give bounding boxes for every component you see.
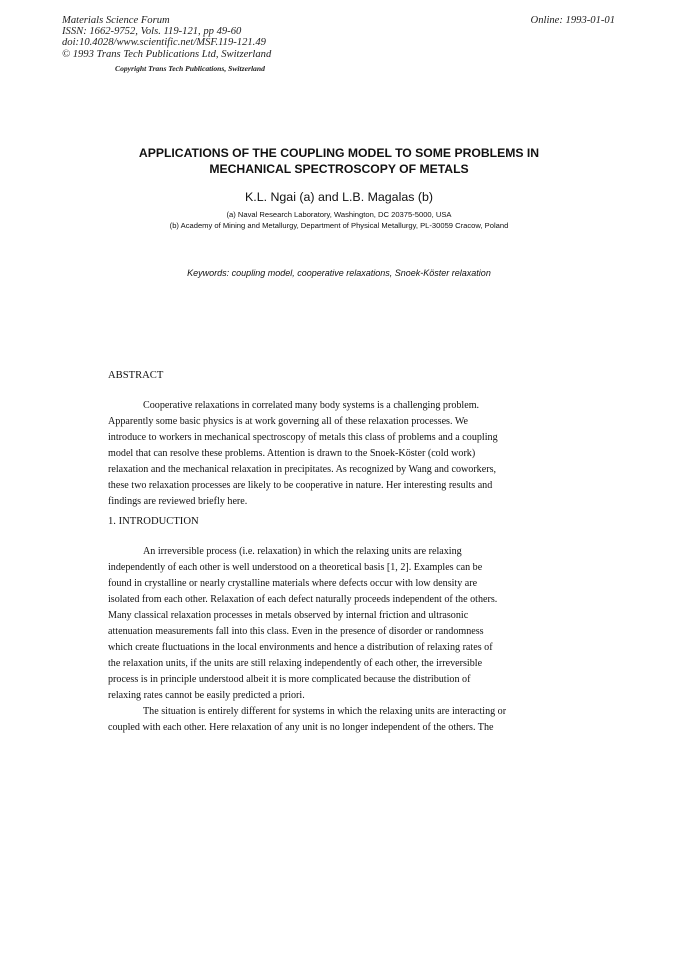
introduction-heading: 1. INTRODUCTION: [108, 516, 199, 527]
intro-line: which create fluctuations in the local environments and hence a distribution of relaxing rates of: [108, 642, 493, 653]
journal-name: Materials Science Forum: [62, 15, 170, 26]
copyright-stamp: Copyright Trans Tech Publications, Switzerland: [115, 64, 265, 73]
title-line-2: MECHANICAL SPECTROSCOPY OF METALS: [209, 162, 469, 176]
doi-line: doi:10.4028/www.scientific.net/MSF.119-121.49: [62, 37, 266, 49]
abstract-line: introduce to workers in mechanical spectroscopy of metals this class of problems and a coupling: [108, 432, 498, 443]
journal-meta: [62, 15, 271, 60]
intro-line: coupled with each other. Here relaxation of any unit is no longer independent of the others. The: [108, 722, 494, 733]
intro-line: An irreversible process (i.e. relaxation) in which the relaxing units are relaxing: [143, 546, 462, 557]
intro-line: the relaxation units, if the units are still relaxing independently of each other, the irreversible: [108, 658, 483, 669]
intro-line: isolated from each other. Relaxation of each defect naturally proceeds independent of the others.: [108, 594, 498, 605]
intro-line: found in crystalline or nearly crystalline materials where defects occur with low density are: [108, 578, 478, 589]
abstract-line: model that can resolve these problems. Attention is drawn to the Snoek-Köster (cold work): [108, 448, 476, 459]
affiliation-b: (b) Academy of Mining and Metallurgy, Department of Physical Metallurgy, PL-30059 Cracow, Poland: [169, 221, 509, 230]
publisher-line: © 1993 Trans Tech Publications Ltd, Switzerland: [62, 48, 272, 60]
intro-line: Many classical relaxation processes in metals observed by internal friction and ultrasonic: [108, 610, 469, 621]
intro-line: relaxing rates cannot be easily predicted a priori.: [108, 690, 305, 701]
abstract-line: findings are reviewed briefly here.: [108, 496, 248, 507]
paper-title: [0, 145, 678, 177]
intro-line: attenuation measurements fall into this class. Even in the presence of disorder or randomness: [108, 626, 484, 637]
intro-line: independently of each other is well understood on a theoretical basis [1, 2]. Examples can be: [108, 562, 483, 573]
abstract-line: Apparently some basic physics is at work governing all of these relaxation processes. We: [108, 416, 469, 427]
affiliation-a: (a) Naval Research Laboratory, Washington, DC 20375-5000, USA: [226, 210, 452, 219]
abstract-line: these two relaxation processes are likely to be cooperative in nature. Her interesting results and: [108, 480, 493, 491]
abstract-line: Cooperative relaxations in correlated many body systems is a challenging problem.: [143, 400, 480, 411]
title-line-1: APPLICATIONS OF THE COUPLING MODEL TO SOME PROBLEMS IN: [138, 146, 540, 160]
online-date: Online: 1993-01-01: [530, 15, 615, 26]
abstract-line: relaxation and the mechanical relaxation in precipitates. As recognized by Wang and coworkers,: [108, 464, 497, 475]
issn-line: ISSN: 1662-9752, Vols. 119-121, pp 49-60: [62, 26, 242, 38]
abstract-heading: ABSTRACT: [108, 370, 164, 381]
intro-line: process is in principle understood albeit it is more complicated because the distribution of: [108, 674, 471, 685]
authors: K.L. Ngai (a) and L.B. Magalas (b): [244, 190, 433, 204]
intro-line: The situation is entirely different for systems in which the relaxing units are interacting or: [143, 706, 507, 717]
keywords: Keywords: coupling model, cooperative relaxations, Snoek-Köster relaxation: [187, 268, 491, 278]
